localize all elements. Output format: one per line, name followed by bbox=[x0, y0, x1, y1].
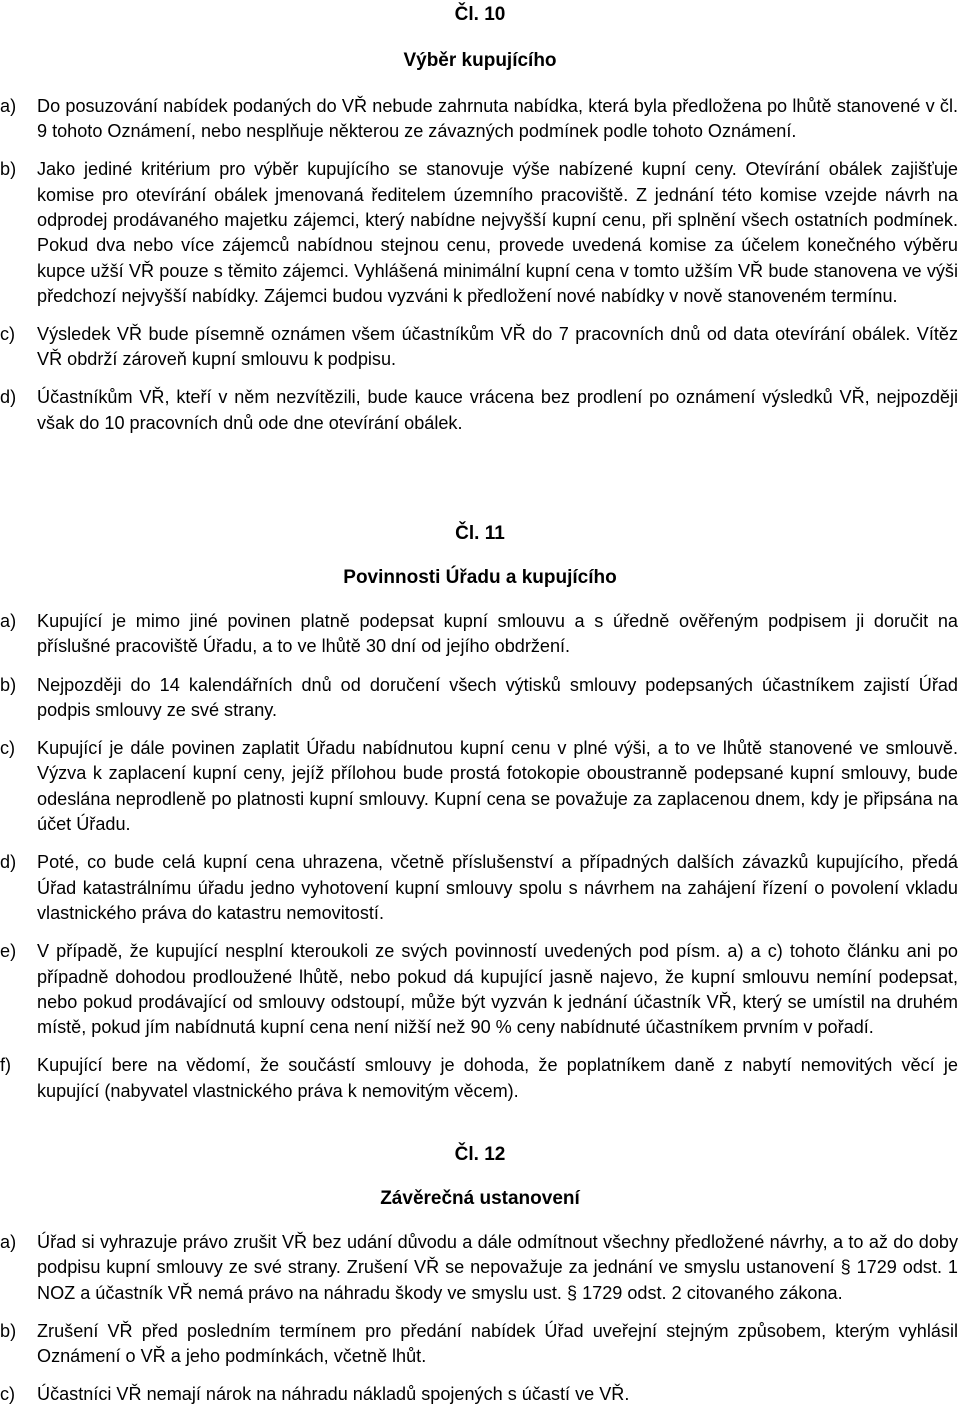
article-12 bbox=[0, 1142, 960, 1408]
item-marker: b) bbox=[0, 1320, 17, 1341]
item-text: Úřad si vyhrazuje právo zrušit VŘ bez udání důvodu a dále odmítnout všechny předložené návrhy, a to až do doby podpisu kupní smlouvy ze své strany. Zrušení VŘ se nepovažuje za jednání ve smyslu ustanovení § 1729 odst. 1 NOZ a účastník VŘ nemá právo na náhradu škody ve smyslu ust. § 1729 odst. 2 citovaného zákona. bbox=[37, 1232, 958, 1303]
item-marker: e) bbox=[0, 941, 17, 962]
article-item bbox=[0, 1053, 960, 1104]
item-text: Účastníkům VŘ, kteří v něm nezvítězili, bude kauce vrácena bez prodlení po oznámení výsledků VŘ, nejpozději však do 10 pracovních dnů ode dne otevírání obálek. bbox=[37, 387, 958, 433]
article-item bbox=[0, 736, 960, 837]
article-number: Čl. 10 bbox=[454, 4, 506, 25]
item-text: Účastníci VŘ nemají nárok na náhradu nákladů spojených s účastí ve VŘ. bbox=[37, 1384, 630, 1405]
article-title: Povinnosti Úřadu a kupujícího bbox=[343, 567, 617, 588]
item-text: Jako jediné kritérium pro výběr kupujícího se stanovuje výše nabízené kupní ceny. Otevírání obálek zajišťuje komise pro otevírání obálek jmenovaná ředitelem územního pracoviště. Z jednání této komise vzejde návrh na odprodej prodávaného majetku zájemci, který nabídne nejvyšší kupní cenu, při splnění všech ostatních podmínek. Pokud dva nebo více zájemců nabídnou stejnou cenu, provede uvedená komise za účelem konečného výběru kupce užší VŘ pouze s těmito zájemci. Vyhlášená minimální kupní cena v tomto užším VŘ bude stanovena ve výši předchozí nejvyšší nabídky. Zájemci budou vyzváni k předložení nové nabídky v nově stanoveném termínu. bbox=[37, 159, 958, 306]
item-marker: a) bbox=[0, 611, 17, 631]
item-text: Zrušení VŘ před posledním termínem pro předání nabídek Úřad uveřejní stejným způsobem, kterým vyhlásil Oznámení o VŘ a jeho podmínkách, včetně lhůt. bbox=[37, 1320, 958, 1367]
item-marker: d) bbox=[0, 387, 17, 408]
item-text: Nejpozději do 14 kalendářních dnů od doručení všech výtisků smlouvy podepsaných účastníkem zajistí Úřad podpis smlouvy ze své strany. bbox=[37, 674, 958, 720]
item-marker: a) bbox=[0, 1232, 17, 1252]
item-marker: c) bbox=[0, 738, 16, 759]
article-item bbox=[0, 850, 960, 926]
item-text: V případě, že kupující nesplní kteroukoli ze svých povinností uvedených pod písm. a) a c) tohoto článku ani po případně dohodou prodloužené lhůtě, nebo pokud dá kupující jasně najevo, že kupní smlouvu nemíní podepsat, nebo pokud prodávající od smlouvy odstoupí, může být vyzván k jednání účastník VŘ, který se umístil na druhém místě, pokud jím nabídnutá kupní cena není nižší než 90 % ceny nabídnuté účastníkem prvním v pořadí. bbox=[37, 941, 958, 1038]
article-item bbox=[0, 609, 960, 660]
article-number: Čl. 12 bbox=[454, 1144, 506, 1165]
article-item bbox=[0, 1382, 960, 1407]
article-item bbox=[0, 385, 960, 436]
item-marker: b) bbox=[0, 674, 17, 695]
item-marker: c) bbox=[0, 323, 16, 344]
article-10 bbox=[0, 2, 960, 436]
item-text: Kupující je dále povinen zaplatit Úřadu nabídnutou kupní cenu v plné výši, a to ve lhůtě stanovené ve smlouvě. Výzva k zaplacení kupní ceny, jejíž přílohou bude prostá fotokopie oboustranně podepsané kupní smlouvy, bude odeslána neprodleně po platnosti kupní smlouvy. Kupní cena se považuje za zaplacenou dnem, kdy je připsána na účet Úřadu. bbox=[37, 738, 958, 835]
article-number: Čl. 11 bbox=[455, 523, 505, 544]
article-item bbox=[0, 1319, 960, 1370]
article-title: Výběr kupujícího bbox=[403, 50, 557, 71]
article-title: Závěrečná ustanovení bbox=[380, 1188, 580, 1209]
item-marker: d) bbox=[0, 852, 17, 873]
item-text: Kupující je mimo jiné povinen platně podepsat kupní smlouvu a s úředně ověřeným podpisem ji doručit na příslušné pracoviště Úřadu, a to ve lhůtě 30 dní od jejího obdržení. bbox=[37, 611, 958, 657]
item-marker: a) bbox=[0, 96, 17, 116]
article-item bbox=[0, 673, 960, 724]
item-text: Poté, co bude celá kupní cena uhrazena, včetně příslušenství a případných dalších závazků kupujícího, předá Úřad katastrálnímu úřadu jedno vyhotovení kupní smlouvy spolu s návrhem na zahájení řízení o povolení vkladu vlastnického práva do katastru nemovitostí. bbox=[37, 852, 958, 923]
item-text: Kupující bere na vědomí, že součástí smlouvy je dohoda, že poplatníkem daně z nabytí nemovitých věcí je kupující (nabyvatel vlastnického práva k nemovitým věcem). bbox=[37, 1055, 958, 1101]
item-marker: f) bbox=[0, 1055, 12, 1076]
item-marker: c) bbox=[0, 1384, 16, 1405]
article-item bbox=[0, 1230, 960, 1306]
item-text: Do posuzování nabídek podaných do VŘ nebude zahrnuta nabídka, která byla předložena po lhůtě stanovené v čl. 9 tohoto Oznámení, nebo nesplňuje některou ze závazných podmínek podle tohoto Oznámení. bbox=[37, 96, 958, 142]
article-11 bbox=[0, 521, 960, 1104]
article-item bbox=[0, 322, 960, 373]
item-text: Výsledek VŘ bude písemně oznámen všem účastníkům VŘ do 7 pracovních dnů od data otevírání obálek. Vítěz VŘ obdrží zároveň kupní smlouvu k podpisu. bbox=[37, 323, 958, 370]
article-item bbox=[0, 157, 960, 309]
item-marker: b) bbox=[0, 159, 17, 180]
article-item bbox=[0, 939, 960, 1040]
article-item bbox=[0, 94, 960, 145]
